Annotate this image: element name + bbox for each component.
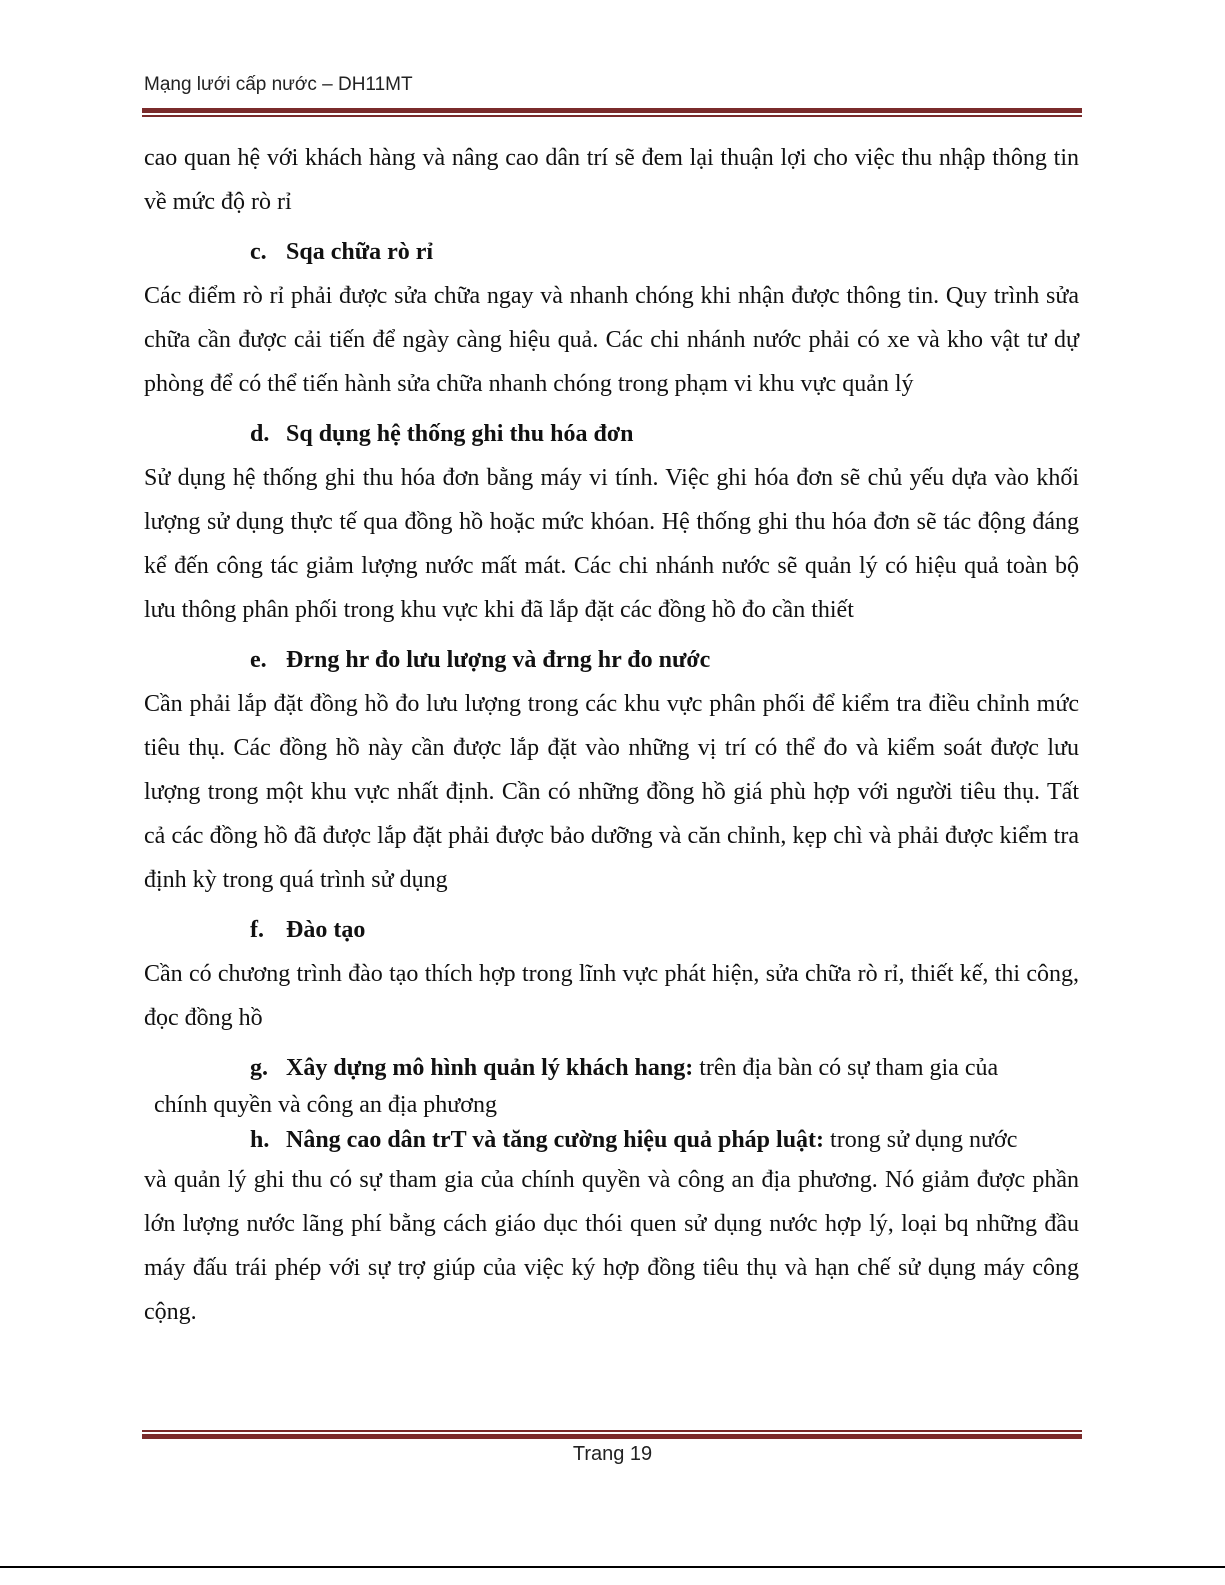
heading-marker: c.	[250, 239, 267, 265]
heading-marker: d.	[250, 421, 270, 447]
section-text-d: Sử dụng hệ thống ghi thu hóa đơn bằng máy vi tính. Việc ghi hóa đơn sẽ chủ yếu dựa vào khối lượng sử dụng thực tế qua đồng hồ hoặc mức khóan. Hệ thống ghi thu hóa đơn sẽ tác động đáng kể đến công tác giảm lượng nước mất mát. Các chi nhánh nước sẽ quản lý có hiệu quả toàn bộ lưu thông phân phối trong khu vực khi đã lắp đặt các đồng hồ đo cần thiết	[144, 465, 1079, 623]
section-h-text-2: và quản lý ghi thu có sự tham gia của chính quyền và công an địa phương. Nó giảm được phần lớn lượng nước lãng phí bằng cách giáo dục thói quen sử dụng nước hợp lý, loại bq những đầu máy đấu trái phép với sự trợ giúp của việc ký hợp đồng tiêu thụ và hạn chế sử dụng máy công cộng.	[144, 1167, 1079, 1325]
heading-title: Đào tạo	[286, 917, 366, 943]
section-heading-f	[144, 908, 1079, 952]
heading-marker: h.	[250, 1127, 270, 1153]
page-number: Trang 19	[572, 1443, 653, 1465]
heading-marker: f.	[250, 917, 264, 943]
section-heading-c	[144, 230, 1079, 274]
heading-title: Sqa chữa rò rỉ	[286, 239, 434, 265]
page-edge-line	[0, 1566, 1225, 1568]
section-h-text-1: trong sử dụng nước	[824, 1127, 1018, 1153]
section-g-first-line	[144, 1048, 1079, 1088]
heading-title: Đrng hr đo lưu lượng và đrng hr đo nước	[286, 647, 711, 673]
footer-rule	[142, 1430, 1082, 1439]
heading-title: Xây dựng mô hình quản lý khách hang:	[286, 1055, 694, 1081]
section-g-text-1: trên địa bàn có sự tham gia của	[693, 1055, 999, 1081]
header-rule	[142, 108, 1082, 117]
section-g-text-2: chính quyền và công an địa phương	[154, 1092, 497, 1118]
section-heading-e	[144, 638, 1079, 682]
heading-title: Sq dụng hệ thống ghi thu hóa đơn	[286, 421, 634, 447]
section-text-e: Cần phải lắp đặt đồng hồ đo lưu lượng trong các khu vực phân phối để kiểm tra điều chỉnh mức tiêu thụ. Các đồng hồ này cần được lắp đặt vào những vị trí có thể đo và kiểm soát được lưu lượng trong một khu vực nhất định. Cần có những đồng hồ giá phù hợp với người tiêu thụ. Tất cả các đồng hồ đã được lắp đặt phải được bảo dưỡng và căn chỉnh, kẹp chì và phải được kiểm tra định kỳ trong quá trình sử dụng	[144, 691, 1079, 893]
header-title: Mạng lưới cấp nước – DH11MT	[144, 74, 413, 95]
section-h	[144, 1122, 1079, 1334]
body-content	[144, 136, 1079, 1334]
heading-title: Nâng cao dân trT và tăng cường hiệu quả pháp luật:	[286, 1127, 825, 1153]
section-text-f: Cần có chương trình đào tạo thích hợp trong lĩnh vực phát hiện, sửa chữa rò rỉ, thiết kế, thi công, đọc đồng hồ	[144, 961, 1079, 1031]
intro-paragraph: cao quan hệ với khách hàng và nâng cao dân trí sẽ đem lại thuận lợi cho việc thu nhập thông tin về mức độ rò rỉ	[144, 145, 1079, 215]
heading-marker: g.	[250, 1055, 268, 1081]
heading-marker: e.	[250, 647, 267, 673]
section-h-first-line	[144, 1122, 1079, 1158]
section-text-c: Các điểm rò rỉ phải được sửa chữa ngay và nhanh chóng khi nhận được thông tin. Quy trình sửa chữa cần được cải tiến để ngày càng hiệu quả. Các chi nhánh nước phải có xe và kho vật tư dự phòng để có thể tiến hành sửa chữa nhanh chóng trong phạm vi khu vực quản lý	[144, 283, 1079, 397]
section-heading-d	[144, 412, 1079, 456]
section-g	[144, 1048, 1079, 1122]
